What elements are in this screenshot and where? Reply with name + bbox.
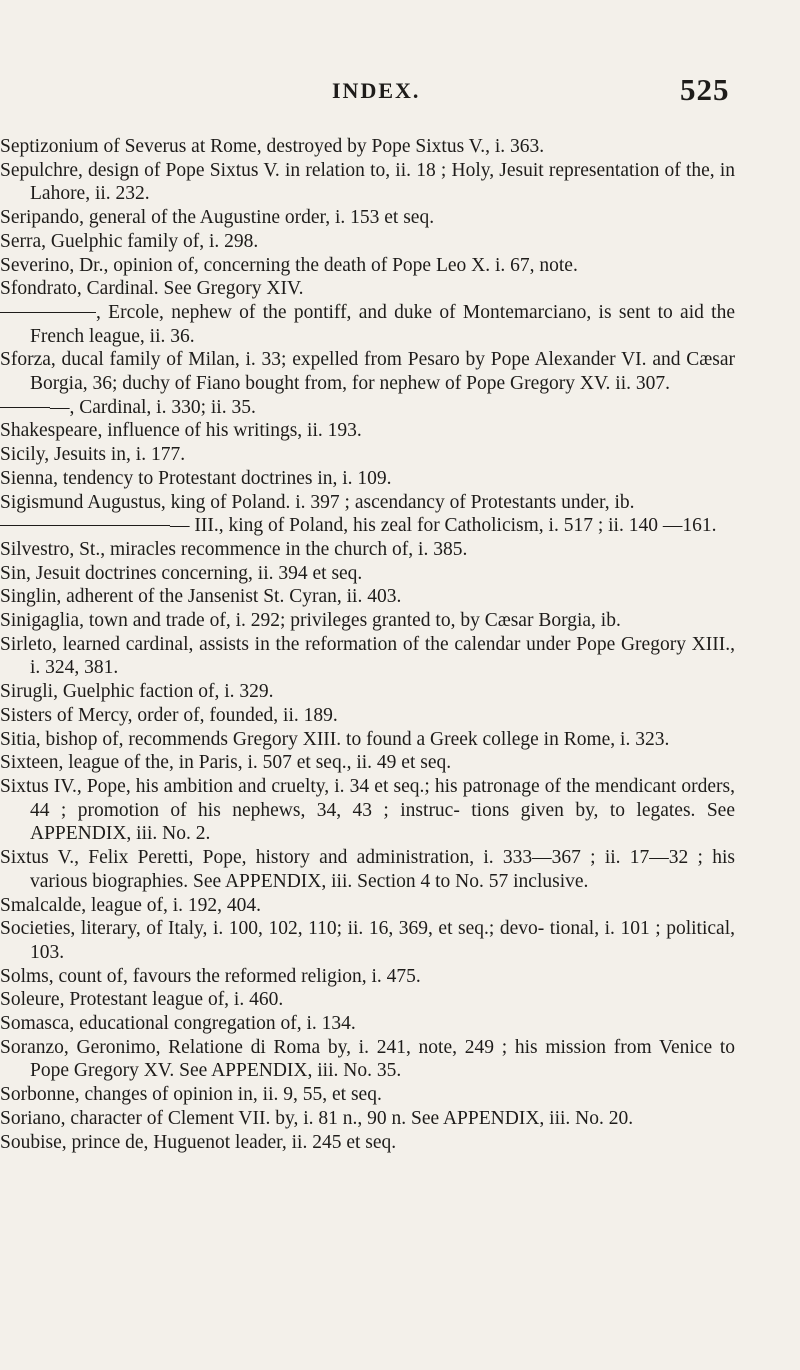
ditto-dash: [0, 525, 170, 526]
index-entry: Seripando, general of the Augustine order, i. 153 et seq.: [0, 207, 435, 229]
index-entry: Sirugli, Guelphic faction of, i. 329.: [0, 681, 274, 703]
index-entry: Somasca, educational congregation of, i. 134.: [0, 1013, 356, 1035]
ditto-dash: [0, 407, 50, 408]
page-number: 525: [680, 72, 730, 107]
index-entry: Shakespeare, influence of his writings, ii. 193.: [0, 420, 362, 442]
ditto-dash: [0, 312, 96, 313]
running-title: INDEX.: [332, 78, 421, 103]
index-entry: Sepulchre, design of Pope Sixtus V. in relation to, ii. 18 ; Holy, Jesuit representation of the, in Lahore, ii. 232.: [0, 159, 735, 205]
subentry-text: , Ercole, nephew of the pontiff, and duke of Montemarciano, is sent to aid the French league, ii. 36.: [30, 301, 735, 347]
index-entry: Sisters of Mercy, order of, founded, ii. 189.: [0, 704, 338, 726]
index-entry: Sinigaglia, town and trade of, i. 292; privileges granted to, by Cæsar Borgia, ib.: [0, 610, 621, 632]
subentry-text: —, Cardinal, i. 330; ii. 35.: [50, 396, 256, 418]
index-entry: Sorbonne, changes of opinion in, ii. 9, 55, et seq.: [0, 1084, 382, 1106]
index-entry: Singlin, adherent of the Jansenist St. Cyran, ii. 403.: [0, 586, 402, 608]
index-entry: Sixteen, league of the, in Paris, i. 507 et seq., ii. 49 et seq.: [0, 752, 452, 774]
index-subentry: [0, 396, 735, 420]
index-entry: Septizonium of Severus at Rome, destroyed by Pope Sixtus V., i. 363.: [0, 136, 545, 157]
index-entry: Solms, count of, favours the reformed religion, i. 475.: [0, 965, 421, 987]
index-entry: Soleure, Protestant league of, i. 460.: [0, 989, 284, 1011]
index-entry: Smalcalde, league of, i. 192, 404.: [0, 894, 262, 916]
index-entry: Soranzo, Geronimo, Relatione di Roma by, i. 241, note, 249 ; his mission from Venice to Pope Gregory XV. See APPENDIX, iii. No. 35.: [0, 1036, 735, 1082]
index-entry: Soriano, character of Clement VII. by, i. 81 n., 90 n. See APPENDIX, iii. No. 20.: [0, 1107, 634, 1129]
index-entry: Sforza, ducal family of Milan, i. 33; expelled from Pesaro by Pope Alexander VI. and Cæsar Borgia, 36; duchy of Fiano bought from, for nephew of Pope Gregory XV. ii. 307.: [0, 349, 735, 395]
index-entry: Serra, Guelphic family of, i. 298.: [0, 230, 259, 252]
index-subentry: [0, 514, 735, 538]
index-entry: Sigismund Augustus, king of Poland. i. 397 ; ascendancy of Protestants under, ib.: [0, 491, 635, 513]
index-entry: Sixtus IV., Pope, his ambition and cruelty, i. 34 et seq.; his patronage of the mendicant orders, 44 ; promotion of his nephews, 34, 43 ; instruc- tions given by, to legates. See APPENDIX, iii. No. 2.: [0, 775, 735, 845]
index-entry: Sienna, tendency to Protestant doctrines in, i. 109.: [0, 467, 392, 489]
index-subentry: [0, 301, 735, 348]
page-header: [0, 72, 800, 118]
index-entry: Sixtus V., Felix Peretti, Pope, history and administration, i. 333—367 ; ii. 17—32 ; his various biographies. See APPENDIX, iii. Section 4 to No. 57 inclusive.: [0, 847, 735, 892]
index-entries: [0, 135, 800, 1154]
index-entry: Soubise, prince de, Huguenot leader, ii. 245 et seq.: [0, 1131, 397, 1153]
index-entry: Societies, literary, of Italy, i. 100, 102, 110; ii. 16, 369, et seq.; devo- tional, i. 101 ; political, 103.: [0, 918, 735, 963]
index-entry: Silvestro, St., miracles recommence in the church of, i. 385.: [0, 538, 468, 560]
subentry-text: — III., king of Poland, his zeal for Catholicism, i. 517 ; ii. 140 —161.: [170, 515, 717, 537]
index-entry: Sfondrato, Cardinal. See Gregory XIV.: [0, 278, 304, 300]
index-entry: Severino, Dr., opinion of, concerning the death of Pope Leo X. i. 67, note.: [0, 254, 578, 276]
index-entry: Sirleto, learned cardinal, assists in the reformation of the calendar under Pope Gregory XIII., i. 324, 381.: [0, 633, 735, 679]
index-entry: Sin, Jesuit doctrines concerning, ii. 394 et seq.: [0, 562, 363, 584]
index-entry: Sitia, bishop of, recommends Gregory XIII. to found a Greek college in Rome, i. 323.: [0, 728, 670, 750]
index-entry: Sicily, Jesuits in, i. 177.: [0, 444, 186, 466]
